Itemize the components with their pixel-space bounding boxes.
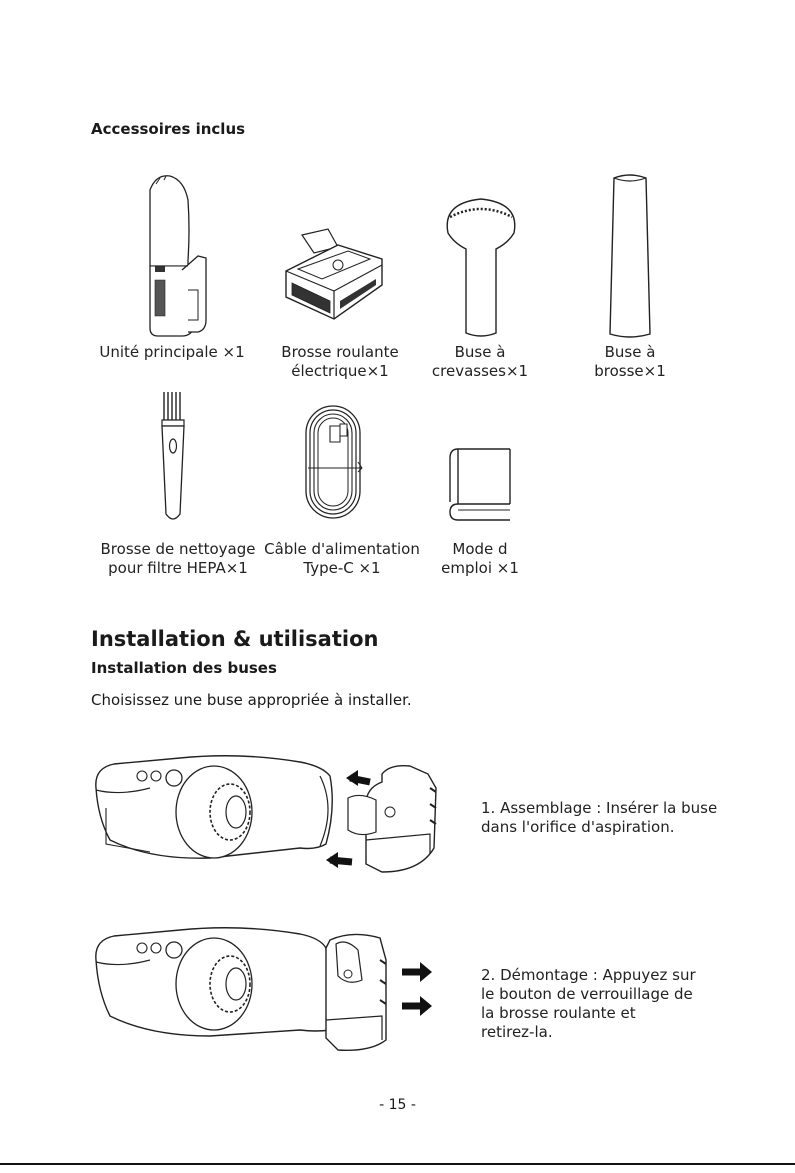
assembly-illustration <box>90 748 450 878</box>
step-1-line2: dans l'orifice d'aspiration. <box>481 818 675 836</box>
step-2-line2: le bouton de verrouillage de <box>481 985 693 1003</box>
item-caption-line2: emploi ×1 <box>441 559 519 577</box>
usb-c-cable-icon <box>302 402 364 522</box>
item-caption-line2: Type-C ×1 <box>303 559 381 577</box>
item-caption-line1: Câble d'alimentation <box>264 540 420 558</box>
item-caption-line2: brosse×1 <box>594 362 666 380</box>
filter-cleaning-brush-icon <box>156 390 190 524</box>
intro-text: Choisissez une buse appropriée à installer. <box>91 691 412 709</box>
disassembly-illustration <box>90 920 450 1060</box>
roller-brush-icon <box>278 225 390 325</box>
item-caption-line2: électrique×1 <box>291 362 389 380</box>
accessories-heading: Accessoires inclus <box>91 120 246 138</box>
manual-book-icon <box>446 446 512 526</box>
item-caption-line1: Brosse de nettoyage <box>100 540 256 558</box>
item-caption-line2: crevasses×1 <box>431 362 529 380</box>
crevice-nozzle-icon <box>438 193 524 343</box>
item-caption-line1: Mode d <box>452 540 508 558</box>
nozzle-installation-subheading: Installation des buses <box>91 659 277 677</box>
step-2-line4: retirez-la. <box>481 1023 553 1041</box>
step-2-line1: 2. Démontage : Appuyez sur <box>481 966 696 984</box>
main-unit-icon <box>136 170 216 340</box>
item-caption-line1: Buse à <box>604 343 656 361</box>
bottom-divider <box>0 1163 795 1165</box>
item-caption-line2: pour filtre HEPA×1 <box>108 559 248 577</box>
step-1-line1: 1. Assemblage : Insérer la buse <box>481 799 718 817</box>
item-caption-line1: Brosse roulante <box>281 343 399 361</box>
item-caption-line1: Unité principale ×1 <box>99 343 245 361</box>
item-caption-line1: Buse à <box>454 343 506 361</box>
installation-heading: Installation & utilisation <box>91 627 379 651</box>
brush-nozzle-icon <box>604 170 656 340</box>
page-number: - 15 - <box>379 1097 416 1113</box>
step-2-line3: la brosse roulante et <box>481 1004 636 1022</box>
